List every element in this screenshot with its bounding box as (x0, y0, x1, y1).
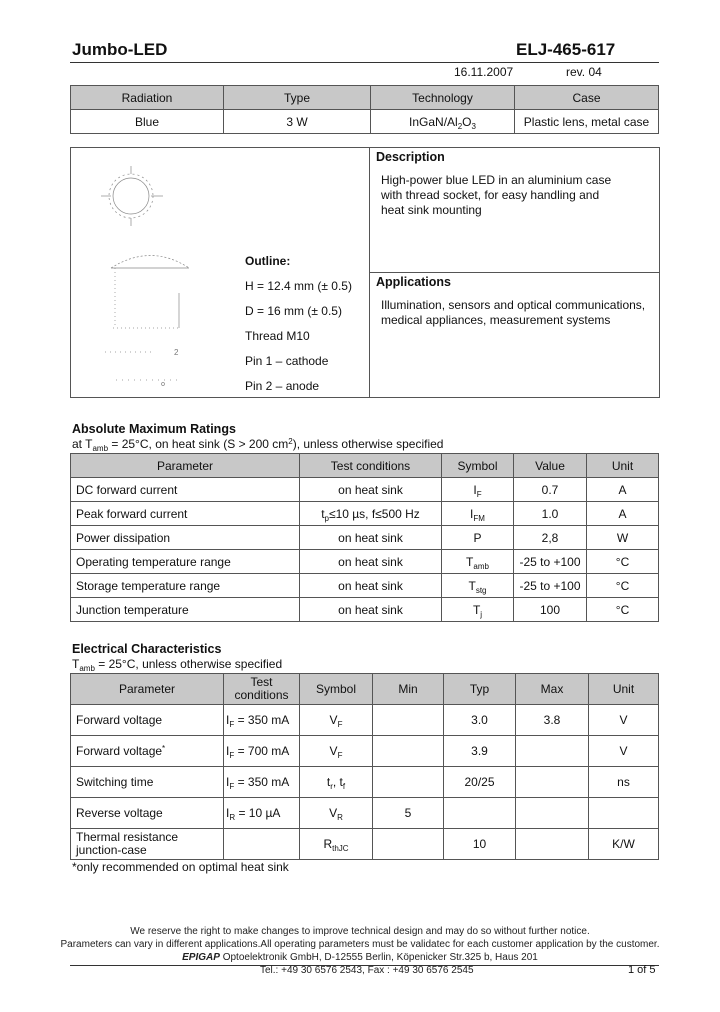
outline-panel (70, 147, 370, 398)
table-row: Peak forward current $t_p\le 10$ µs, f≤500 Hz $I_{FM}$ 1.0 A (71, 502, 659, 526)
ec-col-unit: Unit (589, 674, 659, 705)
description-text: High-power blue LED in an aluminium case with thread socket, for easy handling and heat sink mounting (381, 173, 612, 217)
ec-col-min: Min (373, 674, 444, 705)
amr-title: Absolute Maximum Ratings (72, 422, 236, 436)
applications-text: Illumination, sensors and optical communications, medical appliances, measurement systems (381, 298, 646, 327)
amr-col-symbol: Symbol (442, 454, 514, 478)
description-panel (369, 147, 660, 273)
ec-col-conditions: Test conditions (224, 674, 300, 705)
col-case: Case (515, 86, 659, 110)
table-row: Power dissipation on heat sink P 2,8 W (71, 526, 659, 550)
table-row: Thermal resistance junction-case $R_{thJC}$ 10 K/W (71, 829, 659, 860)
ec-col-symbol: Symbol (300, 674, 373, 705)
footer-contact: Tel.: +49 30 6576 2543, Fax : +49 30 6576 2545 (260, 965, 474, 976)
part-number: ELJ-465-617 (516, 40, 616, 59)
ec-conditions: $T_{amb} = 25^\circ C$, unless otherwise specified (72, 657, 283, 673)
table-row: DC forward current on heat sink $I_F$ 0.7 A (71, 478, 659, 502)
case-value: Plastic lens, metal case (515, 110, 659, 134)
table-row: Forward voltage* $I_F = 700$ mA $V_F$ 3.9 V (71, 736, 659, 767)
outline-title: Outline: (245, 254, 291, 268)
outline-thread: Thread M10 (245, 329, 310, 343)
table-row: Operating temperature range on heat sink $T_{amb}$ -25 to +100 °C (71, 550, 659, 574)
table-row: Junction temperature on heat sink $T_j$ 100 °C (71, 598, 659, 622)
outline-pin1: Pin 1 – cathode (245, 354, 329, 368)
ec-col-max: Max (516, 674, 589, 705)
amr-col-parameter: Parameter (71, 454, 300, 478)
col-radiation: Radiation (71, 86, 224, 110)
ec-col-parameter: Parameter (71, 674, 224, 705)
amr-table (70, 453, 659, 622)
page-number: 1 of 5 (628, 964, 656, 976)
footer-parameters-note: Parameters can vary in different applications.All operating parameters must be validatec for each customer application by the customer. (60, 939, 660, 950)
footnote: *only recommended on optimal heat sink (72, 860, 289, 874)
footer-address: EPIGAP Optoelektronik GmbH, D-12555 Berlin, Köpenicker Str.325 b, Haus 201 (182, 952, 538, 963)
table-row: Switching time $I_F = 350$ mA $t_r$, $t_f$ 20/25 ns (71, 767, 659, 798)
applications-title: Applications (376, 275, 452, 289)
ec-col-typ: Typ (444, 674, 516, 705)
table-row: Storage temperature range on heat sink $T_{stg}$ -25 to +100 °C (71, 574, 659, 598)
table-row: Forward voltage $I_F = 350$ mA $V_F$ 3.0 3.8 V (71, 705, 659, 736)
type-value: 3 W (224, 110, 371, 134)
amr-col-conditions: Test conditions (300, 454, 442, 478)
ec-table (70, 673, 659, 860)
applications-panel (369, 272, 660, 398)
radiation-value: Blue (71, 110, 224, 134)
product-title: Jumbo-LED (72, 40, 168, 59)
technology-value: InGaN/$Al_2O_3$ (371, 110, 515, 134)
outline-height: H = 12.4 mm (± 0.5) (245, 279, 352, 293)
amr-col-unit: Unit (587, 454, 659, 478)
amr-col-value: Value (514, 454, 587, 478)
pin-label: 2 (174, 348, 179, 357)
document-date: 16.11.2007 (454, 65, 514, 79)
footer-disclaimer: We reserve the right to make changes to improve technical design and may do so without further notice. (130, 926, 590, 937)
col-type: Type (224, 86, 371, 110)
overview-table (70, 85, 659, 134)
header-rule (70, 62, 659, 63)
ec-title: Electrical Characteristics (72, 642, 222, 656)
col-technology: Technology (371, 86, 515, 110)
amr-conditions: at $T_{amb} = 25^\circ C$, on heat sink (S > 200 $cm^2$), unless otherwise specified (72, 437, 444, 453)
description-title: Description (376, 150, 445, 164)
outline-diameter: D = 16 mm (± 0.5) (245, 304, 342, 318)
outline-pin2: Pin 2 – anode (245, 379, 320, 393)
table-row: Reverse voltage $I_R = 10$ µA $V_R$ 5 (71, 798, 659, 829)
document-revision: rev. 04 (566, 65, 602, 79)
